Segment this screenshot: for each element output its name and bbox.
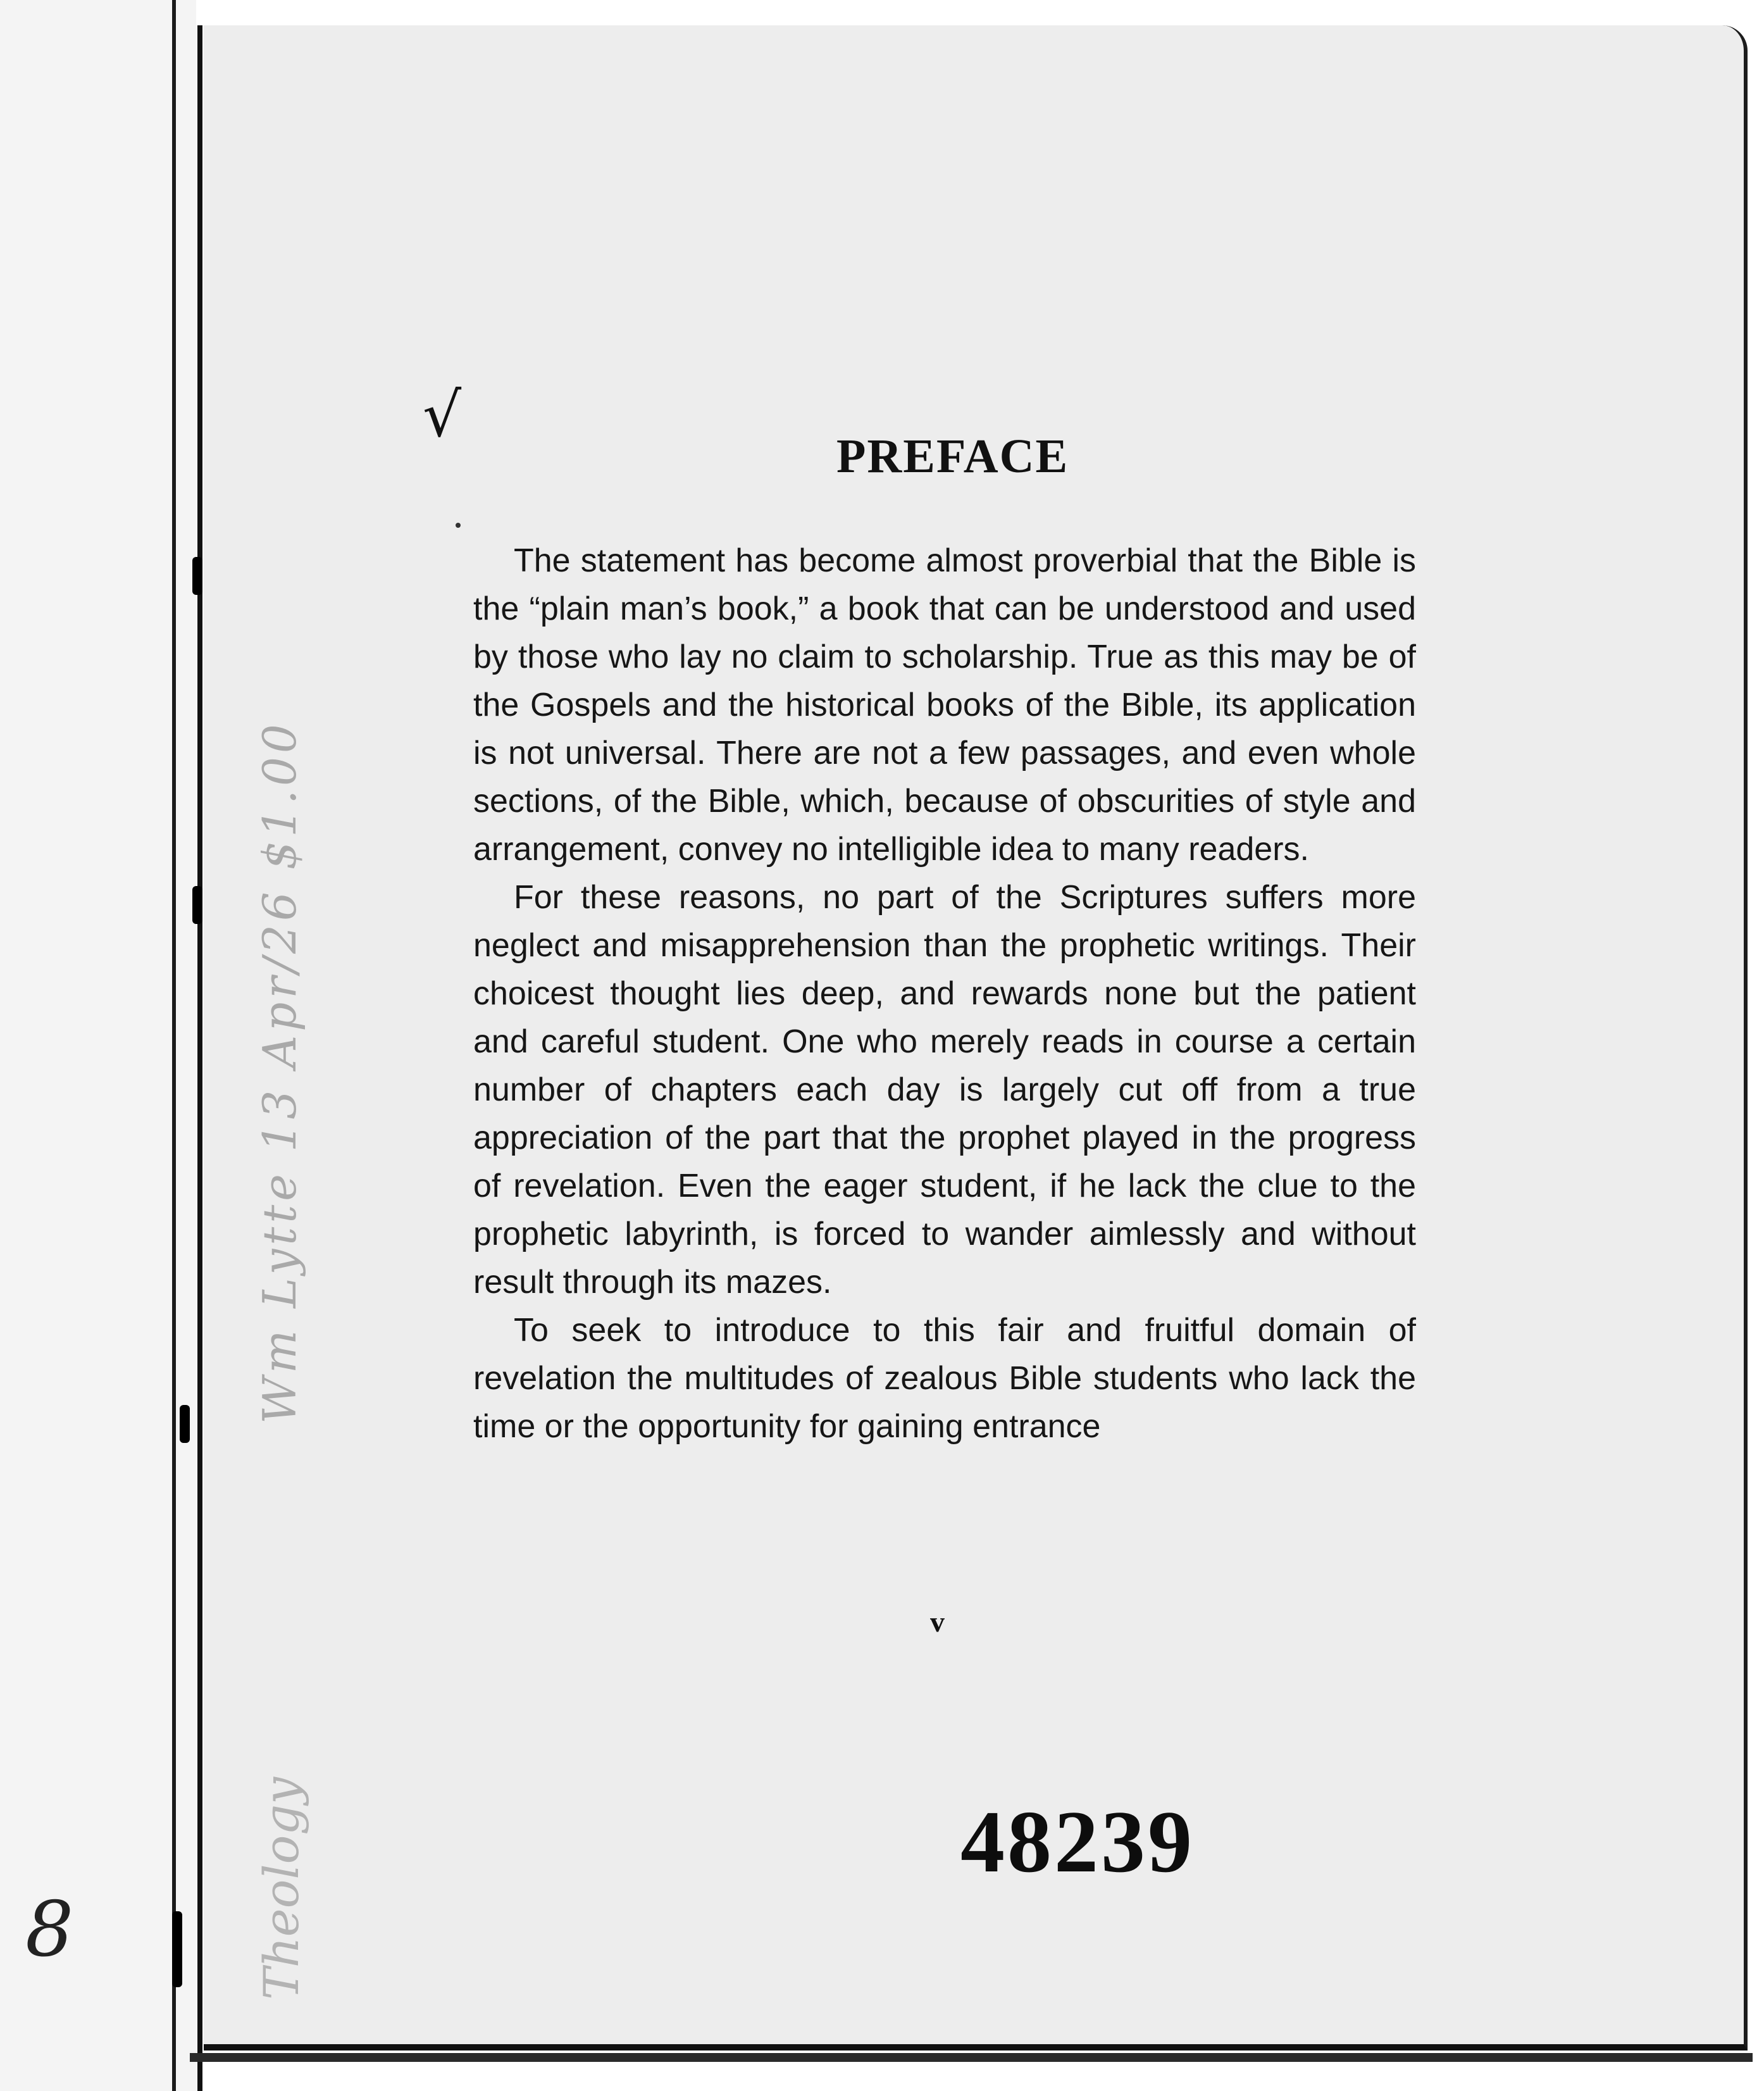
preface-body [473, 537, 1416, 1451]
pencil-subject-note: Theology [253, 1776, 309, 2000]
gutter-notch [172, 1911, 182, 1987]
gutter-notch [192, 886, 202, 924]
paragraph-1: The statement has become almost proverbial that the Bible is the “plain man’s book,” a book that can be understood and used by those who lay no claim to scholarship. True as this may be of the Gospels and the historical books of the Bible, its application is not universal. There are not a few passages, and even whole sections, of the Bible, which, because of obscurities of style and arrangement, convey no intelligible idea to many readers. [473, 542, 1416, 868]
paragraph-3: To seek to introduce to this fair and fruitful domain of revelation the multitudes of zealous Bible students who lack the time or the opportunity for gaining entrance [473, 1312, 1416, 1445]
ink-dot [456, 523, 461, 528]
page-edge-line [197, 25, 202, 2091]
accession-number-stamp: 48239 [960, 1793, 1195, 1891]
facing-board [0, 0, 196, 2091]
gutter-line [172, 0, 176, 2091]
page-title: PREFACE [836, 430, 1069, 483]
paragraph-2: For these reasons, no part of the Scriptures suffers more neglect and misapprehension than the prophetic writings. Their choicest thought lies deep, and rewards none but the patient and careful student. One who merely reads in course a certain number of chapters each day is largely cut off from a true appreciation of the part that the prophet played in the progress of revelation. Even the eager student, if he lack the clue to the prophetic labyrinth, is forced to wander aimlessly and without result through its mazes. [473, 879, 1416, 1301]
ink-shelf-mark: 8 [25, 1886, 74, 1974]
page-number: v [930, 1606, 945, 1638]
gutter-notch [180, 1405, 190, 1443]
gutter-notch [192, 557, 202, 595]
pencil-purchase-note: Wm Lytte 13 Apr/26 $1.00 [253, 720, 306, 1424]
page-bottom-edge [190, 2053, 1753, 2062]
check-mark: √ [423, 380, 462, 451]
